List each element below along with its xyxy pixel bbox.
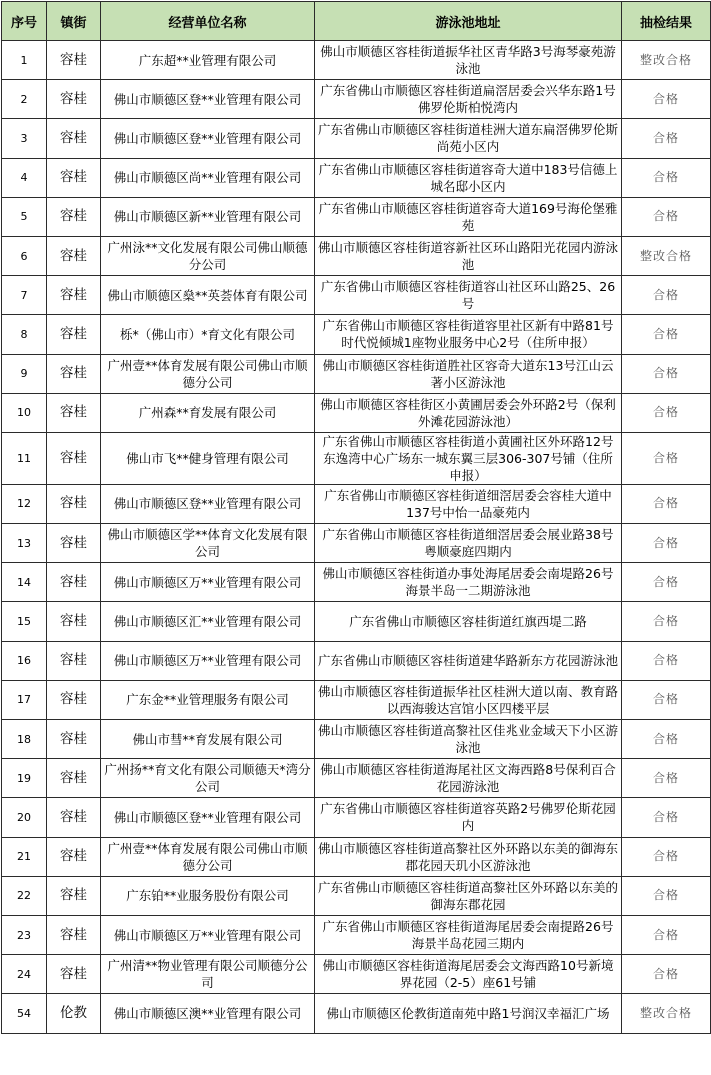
cell-result: 合格: [622, 197, 711, 236]
table-row: [2, 354, 711, 393]
cell-town: 容桂: [47, 315, 101, 354]
cell-pool-address: 广东省佛山市顺德区容桂街道海尾居委会南提路26号海景半岛花园三期内: [315, 915, 622, 954]
cell-seq: 5: [2, 197, 47, 236]
cell-town: 容桂: [47, 484, 101, 523]
table-row: [2, 759, 711, 798]
cell-seq: 15: [2, 602, 47, 641]
cell-result: 合格: [622, 720, 711, 759]
cell-unit-name: 佛山市顺德区澳**业管理有限公司: [101, 994, 315, 1033]
cell-town: 容桂: [47, 563, 101, 602]
cell-unit-name: 佛山市顺德区新**业管理有限公司: [101, 197, 315, 236]
cell-seq: 17: [2, 680, 47, 719]
header-town: 镇街: [47, 2, 101, 41]
cell-seq: 8: [2, 315, 47, 354]
cell-seq: 18: [2, 720, 47, 759]
cell-result: 整改合格: [622, 236, 711, 275]
cell-seq: 7: [2, 276, 47, 315]
cell-seq: 16: [2, 641, 47, 680]
cell-town: 容桂: [47, 236, 101, 275]
cell-pool-address: 佛山市顺德区容桂街区小黄圃居委会外环路2号（保利外滩花园游泳池）: [315, 393, 622, 432]
cell-pool-address: 佛山市顺德区容桂街道高黎社区佳兆业金域天下小区游泳池: [315, 720, 622, 759]
cell-pool-address: 佛山市顺德区伦教街道南苑中路1号润汉幸福汇广场: [315, 994, 622, 1033]
cell-seq: 22: [2, 876, 47, 915]
cell-pool-address: 佛山市顺德区容桂街道容新社区环山路阳光花园内游泳池: [315, 236, 622, 275]
cell-town: 容桂: [47, 876, 101, 915]
header-unit-name: 经营单位名称: [101, 2, 315, 41]
cell-result: 合格: [622, 876, 711, 915]
table-header: [2, 2, 711, 41]
cell-pool-address: 广东省佛山市顺德区容桂街道建华路新东方花园游泳池: [315, 641, 622, 680]
cell-unit-name: 广州壹**体育发展有限公司佛山市顺德分公司: [101, 837, 315, 876]
cell-unit-name: 佛山市顺德区登**业管理有限公司: [101, 798, 315, 837]
table-row: [2, 41, 711, 80]
cell-seq: 2: [2, 80, 47, 119]
cell-pool-address: 广东省佛山市顺德区容桂街道细滘居委会容桂大道中137号中怡一品豪苑内: [315, 484, 622, 523]
cell-unit-name: 广州森**育发展有限公司: [101, 393, 315, 432]
cell-unit-name: 广东金**业管理服务有限公司: [101, 680, 315, 719]
table-row: [2, 720, 711, 759]
cell-unit-name: 佛山市顺德区燊**英荟体育有限公司: [101, 276, 315, 315]
cell-town: 伦教: [47, 994, 101, 1033]
cell-result: 合格: [622, 798, 711, 837]
cell-seq: 10: [2, 393, 47, 432]
table-row: [2, 315, 711, 354]
cell-pool-address: 佛山市顺德区容桂街道海尾社区文海西路8号保利百合花园游泳池: [315, 759, 622, 798]
table-row: [2, 994, 711, 1033]
cell-town: 容桂: [47, 837, 101, 876]
cell-result: 整改合格: [622, 994, 711, 1033]
cell-result: 合格: [622, 680, 711, 719]
header-result: 抽检结果: [622, 2, 711, 41]
cell-seq: 20: [2, 798, 47, 837]
table-row: [2, 602, 711, 641]
cell-result: 合格: [622, 276, 711, 315]
table-row: [2, 197, 711, 236]
cell-unit-name: 佛山市顺德区登**业管理有限公司: [101, 80, 315, 119]
header-row: [2, 2, 711, 41]
cell-seq: 3: [2, 119, 47, 158]
cell-town: 容桂: [47, 759, 101, 798]
cell-town: 容桂: [47, 41, 101, 80]
table-row: [2, 484, 711, 523]
cell-town: 容桂: [47, 393, 101, 432]
table-row: [2, 563, 711, 602]
table-row: [2, 915, 711, 954]
cell-result: 合格: [622, 563, 711, 602]
cell-town: 容桂: [47, 432, 101, 484]
cell-town: 容桂: [47, 641, 101, 680]
table-row: [2, 524, 711, 563]
cell-result: 合格: [622, 602, 711, 641]
cell-result: 合格: [622, 955, 711, 994]
cell-result: 整改合格: [622, 41, 711, 80]
cell-pool-address: 广东省佛山市顺德区容桂街道红旗西堤二路: [315, 602, 622, 641]
cell-pool-address: 佛山市顺德区容桂街道胜社区容奇大道东13号江山云著小区游泳池: [315, 354, 622, 393]
cell-pool-address: 佛山市顺德区容桂街道振华社区青华路3号海琴豪苑游泳池: [315, 41, 622, 80]
cell-town: 容桂: [47, 197, 101, 236]
cell-seq: 6: [2, 236, 47, 275]
table-row: [2, 432, 711, 484]
table-row: [2, 876, 711, 915]
cell-seq: 14: [2, 563, 47, 602]
cell-unit-name: 广州清**物业管理有限公司顺德分公司: [101, 955, 315, 994]
cell-unit-name: 佛山市顺德区尚**业管理有限公司: [101, 158, 315, 197]
cell-result: 合格: [622, 354, 711, 393]
cell-pool-address: 广东省佛山市顺德区容桂街道容奇大道169号海伦堡雅苑: [315, 197, 622, 236]
cell-result: 合格: [622, 432, 711, 484]
cell-pool-address: 广东省佛山市顺德区容桂街道容山社区环山路25、26号: [315, 276, 622, 315]
inspection-table: [1, 1, 711, 1034]
cell-town: 容桂: [47, 720, 101, 759]
cell-unit-name: 佛山市顺德区汇**业管理有限公司: [101, 602, 315, 641]
cell-seq: 4: [2, 158, 47, 197]
table-row: [2, 393, 711, 432]
cell-result: 合格: [622, 119, 711, 158]
table-row: [2, 680, 711, 719]
cell-seq: 11: [2, 432, 47, 484]
cell-town: 容桂: [47, 798, 101, 837]
cell-unit-name: 佛山市顺德区万**业管理有限公司: [101, 563, 315, 602]
cell-unit-name: 佛山市彗**育发展有限公司: [101, 720, 315, 759]
cell-unit-name: 广东超**业管理有限公司: [101, 41, 315, 80]
cell-pool-address: 广东省佛山市顺德区容桂街道桂洲大道东扁滘佛罗伦斯尚苑小区内: [315, 119, 622, 158]
cell-unit-name: 佛山市顺德区登**业管理有限公司: [101, 484, 315, 523]
cell-seq: 19: [2, 759, 47, 798]
cell-result: 合格: [622, 524, 711, 563]
cell-result: 合格: [622, 158, 711, 197]
cell-result: 合格: [622, 759, 711, 798]
cell-pool-address: 广东省佛山市顺德区容桂街道小黄圃社区外环路12号东逸湾中心广场东一城东翼三层306-307号铺（住所申报）: [315, 432, 622, 484]
cell-unit-name: 佛山市顺德区万**业管理有限公司: [101, 641, 315, 680]
cell-unit-name: 佛山市飞**健身管理有限公司: [101, 432, 315, 484]
table-row: [2, 158, 711, 197]
cell-seq: 12: [2, 484, 47, 523]
cell-pool-address: 佛山市顺德区容桂街道海尾居委会文海西路10号新境界花园（2-5）座61号铺: [315, 955, 622, 994]
cell-seq: 13: [2, 524, 47, 563]
table-row: [2, 119, 711, 158]
cell-pool-address: 广东省佛山市顺德区容桂街道扁滘居委会兴华东路1号佛罗伦斯柏悦湾内: [315, 80, 622, 119]
header-pool-address: 游泳池地址: [315, 2, 622, 41]
cell-pool-address: 广东省佛山市顺德区容桂街道高黎社区外环路以东美的御海东郡花园: [315, 876, 622, 915]
cell-unit-name: 广州扬**育文化有限公司顺德天*湾分公司: [101, 759, 315, 798]
table-row: [2, 641, 711, 680]
cell-result: 合格: [622, 393, 711, 432]
cell-pool-address: 广东省佛山市顺德区容桂街道容里社区新有中路81号时代悦倾城1座物业服务中心2号（住所申报）: [315, 315, 622, 354]
cell-result: 合格: [622, 837, 711, 876]
cell-town: 容桂: [47, 80, 101, 119]
table-row: [2, 837, 711, 876]
table-row: [2, 798, 711, 837]
cell-town: 容桂: [47, 680, 101, 719]
cell-pool-address: 佛山市顺德区容桂街道办事处海尾居委会南堤路26号海景半岛一二期游泳池: [315, 563, 622, 602]
cell-town: 容桂: [47, 602, 101, 641]
cell-seq: 21: [2, 837, 47, 876]
cell-unit-name: 栎*（佛山市）*育文化有限公司: [101, 315, 315, 354]
table-row: [2, 955, 711, 994]
cell-town: 容桂: [47, 119, 101, 158]
cell-pool-address: 广东省佛山市顺德区容桂街道容英路2号佛罗伦斯花园内: [315, 798, 622, 837]
cell-unit-name: 广东铂**业服务股份有限公司: [101, 876, 315, 915]
cell-unit-name: 广州泳**文化发展有限公司佛山顺德分公司: [101, 236, 315, 275]
cell-pool-address: 广东省佛山市顺德区容桂街道容奇大道中183号信德上城名邸小区内: [315, 158, 622, 197]
cell-town: 容桂: [47, 276, 101, 315]
cell-result: 合格: [622, 915, 711, 954]
cell-town: 容桂: [47, 524, 101, 563]
cell-seq: 1: [2, 41, 47, 80]
cell-result: 合格: [622, 641, 711, 680]
cell-seq: 9: [2, 354, 47, 393]
cell-town: 容桂: [47, 354, 101, 393]
cell-pool-address: 广东省佛山市顺德区容桂街道细滘居委会展业路38号粤顺豪庭四期内: [315, 524, 622, 563]
cell-seq: 24: [2, 955, 47, 994]
cell-town: 容桂: [47, 158, 101, 197]
table-body: [2, 41, 711, 1034]
cell-town: 容桂: [47, 955, 101, 994]
cell-result: 合格: [622, 484, 711, 523]
cell-unit-name: 佛山市顺德区登**业管理有限公司: [101, 119, 315, 158]
table-row: [2, 276, 711, 315]
cell-pool-address: 佛山市顺德区容桂街道高黎社区外环路以东美的御海东郡花园天玑小区游泳池: [315, 837, 622, 876]
cell-result: 合格: [622, 315, 711, 354]
cell-unit-name: 广州壹**体育发展有限公司佛山市顺德分公司: [101, 354, 315, 393]
cell-pool-address: 佛山市顺德区容桂街道振华社区桂洲大道以南、教育路以西海骏达宫馆小区四楼平层: [315, 680, 622, 719]
cell-town: 容桂: [47, 915, 101, 954]
cell-unit-name: 佛山市顺德区学**体育文化发展有限公司: [101, 524, 315, 563]
cell-seq: 54: [2, 994, 47, 1033]
cell-unit-name: 佛山市顺德区万**业管理有限公司: [101, 915, 315, 954]
table-row: [2, 236, 711, 275]
cell-seq: 23: [2, 915, 47, 954]
table-row: [2, 80, 711, 119]
cell-result: 合格: [622, 80, 711, 119]
header-seq: 序号: [2, 2, 47, 41]
